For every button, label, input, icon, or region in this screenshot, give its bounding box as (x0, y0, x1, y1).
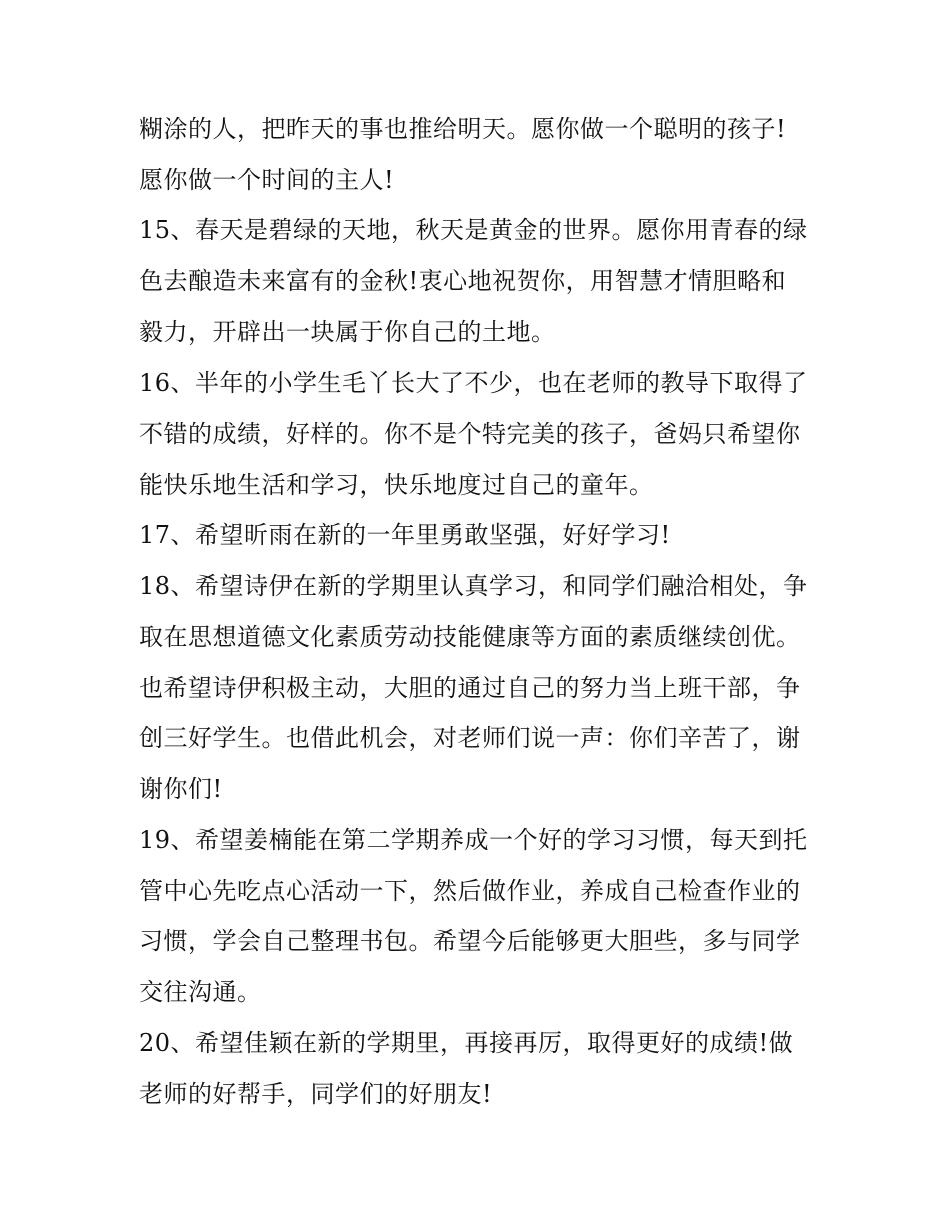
text-line: 也希望诗伊积极主动，大胆的通过自己的努力当上班干部，争 (139, 674, 801, 702)
text-line: 毅力，开辟出一块属于你自己的土地。 (139, 318, 556, 346)
text-line: 色去酿造未来富有的金秋!衷心地祝贺你，用智慧才情胆略和 (139, 267, 787, 295)
text-line: 16、半年的小学生毛丫长大了不少，也在老师的教导下取得了 (139, 369, 808, 397)
text-line: 19、希望姜楠能在第二学期养成一个好的学习习惯，每天到托 (139, 826, 808, 854)
text-line: 谢你们! (139, 775, 223, 803)
text-line: 取在思想道德文化素质劳动技能健康等方面的素质继续创优。 (139, 623, 801, 651)
text-line: 创三好学生。也借此机会，对老师们说一声：你们辛苦了，谢 (139, 724, 801, 752)
text-line: 能快乐地生活和学习，快乐地度过自己的童年。 (139, 471, 654, 499)
text-line: 18、希望诗伊在新的学期里认真学习，和同学们融洽相处，争 (139, 572, 808, 600)
text-line: 老师的好帮手，同学们的好朋友! (139, 1080, 493, 1108)
text-line: 习惯，学会自己整理书包。希望今后能够更大胆些，多与同学 (139, 927, 801, 955)
text-line: 不错的成绩，好样的。你不是个特完美的孩子，爸妈只希望你 (139, 420, 801, 448)
text-line: 管中心先吃点心活动一下，然后做作业，养成自己检查作业的 (139, 877, 801, 905)
text-line: 17、希望昕雨在新的一年里勇敢坚强，好好学习! (139, 521, 671, 549)
text-line: 糊涂的人，把昨天的事也推给明天。愿你做一个聪明的孩子! (139, 115, 787, 143)
text-line: 交往沟通。 (139, 978, 262, 1006)
text-line: 20、希望佳颖在新的学期里，再接再厉，取得更好的成绩!做 (139, 1029, 794, 1057)
text-line: 愿你做一个时间的主人! (139, 166, 395, 194)
text-line: 15、春天是碧绿的天地，秋天是黄金的世界。愿你用青春的绿 (139, 216, 808, 244)
